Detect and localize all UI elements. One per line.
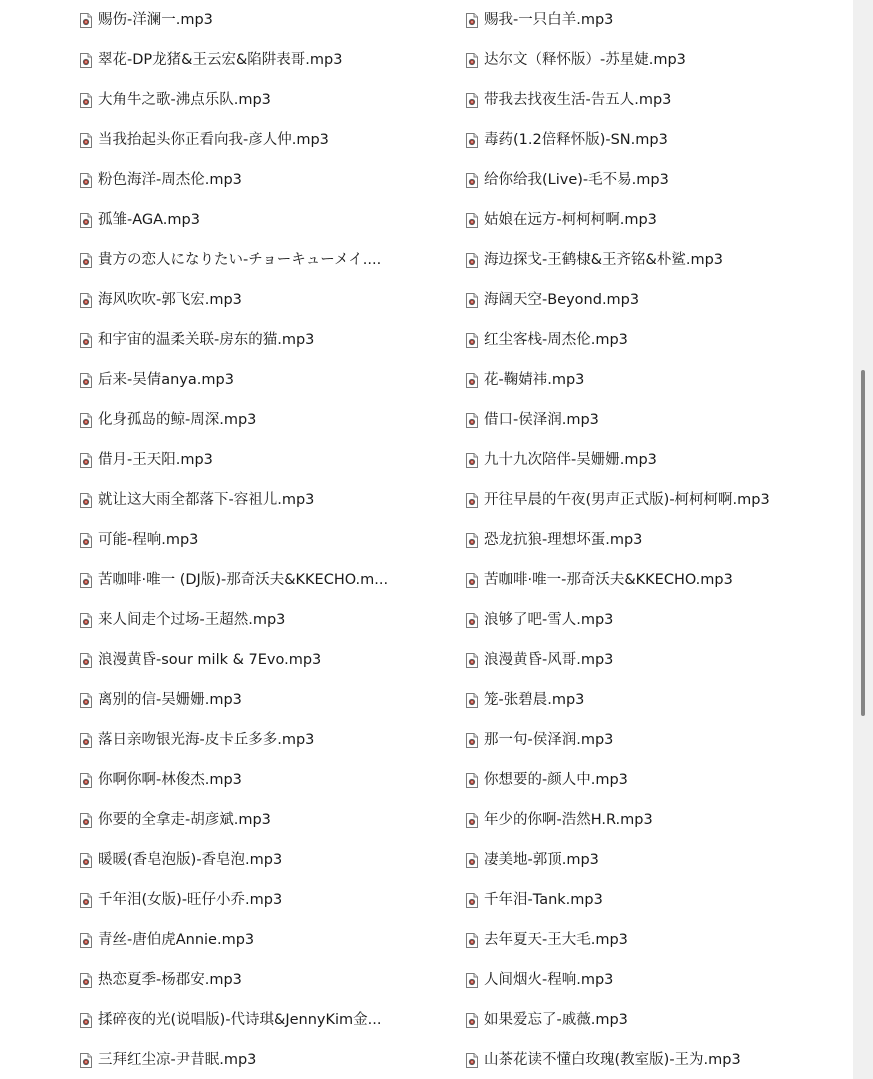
file-item[interactable]	[80, 680, 410, 720]
audio-file-icon	[466, 533, 478, 548]
file-name: 浪够了吧-雪人.mp3	[484, 612, 614, 628]
file-item[interactable]	[466, 80, 846, 120]
file-name: 千年泪(女版)-旺仔小乔.mp3	[98, 892, 283, 908]
audio-file-icon	[466, 133, 478, 148]
file-name: 人间烟火-程响.mp3	[484, 972, 614, 988]
audio-file-icon	[80, 1053, 92, 1068]
file-item[interactable]	[80, 240, 410, 280]
file-item[interactable]	[466, 720, 846, 760]
audio-file-icon	[80, 53, 92, 68]
file-name: 你要的全拿走-胡彦斌.mp3	[98, 812, 271, 828]
audio-file-icon	[466, 53, 478, 68]
file-row	[0, 840, 853, 880]
file-row	[0, 760, 853, 800]
file-name: 凄美地-郭顶.mp3	[484, 852, 599, 868]
file-name: 大角牛之歌-沸点乐队.mp3	[98, 92, 271, 108]
file-item[interactable]	[466, 560, 846, 600]
file-row	[0, 680, 853, 720]
file-item[interactable]	[466, 1000, 846, 1040]
file-item[interactable]	[466, 40, 846, 80]
file-row	[0, 720, 853, 760]
file-item[interactable]	[80, 280, 410, 320]
audio-file-icon	[80, 933, 92, 948]
file-item[interactable]	[80, 160, 410, 200]
scrollbar-thumb[interactable]	[861, 370, 865, 716]
file-item[interactable]	[466, 840, 846, 880]
file-item[interactable]	[466, 880, 846, 920]
file-name: 海风吹吹-郭飞宏.mp3	[98, 292, 242, 308]
file-name: 当我抬起头你正看向我-彦人仲.mp3	[98, 132, 329, 148]
file-name: 达尔文（释怀版）-苏星婕.mp3	[484, 52, 686, 68]
vertical-scrollbar[interactable]	[853, 0, 873, 1079]
file-row	[0, 0, 853, 40]
audio-file-icon	[80, 413, 92, 428]
audio-file-icon	[466, 733, 478, 748]
audio-file-icon	[466, 493, 478, 508]
file-name: 貴方の恋人になりたい-チョーキューメイ....	[98, 252, 382, 268]
file-item[interactable]	[466, 120, 846, 160]
file-name: 来人间走个过场-王超然.mp3	[98, 612, 286, 628]
file-item[interactable]	[466, 200, 846, 240]
file-item[interactable]	[466, 960, 846, 1000]
audio-file-icon	[466, 613, 478, 628]
file-row	[0, 240, 853, 280]
audio-file-icon	[466, 893, 478, 908]
file-name: 海边探戈-王鹤棣&王齐铭&朴鲨.mp3	[484, 252, 724, 268]
file-row	[0, 480, 853, 520]
file-row	[0, 400, 853, 440]
file-item[interactable]	[80, 80, 410, 120]
file-item[interactable]	[80, 800, 410, 840]
file-item[interactable]	[80, 960, 410, 1000]
file-row	[0, 560, 853, 600]
audio-file-icon	[80, 733, 92, 748]
file-name: 借月-王天阳.mp3	[98, 452, 213, 468]
file-name: 化身孤岛的鲸-周深.mp3	[98, 412, 257, 428]
audio-file-icon	[80, 573, 92, 588]
file-row	[0, 40, 853, 80]
file-item[interactable]	[80, 600, 410, 640]
file-item[interactable]	[80, 1000, 410, 1040]
audio-file-icon	[80, 293, 92, 308]
audio-file-icon	[466, 173, 478, 188]
file-item[interactable]	[80, 200, 410, 240]
file-row	[0, 440, 853, 480]
audio-file-icon	[466, 573, 478, 588]
file-item[interactable]	[466, 800, 846, 840]
audio-file-icon	[466, 813, 478, 828]
file-item[interactable]	[466, 320, 846, 360]
file-name: 那一句-侯泽润.mp3	[484, 732, 614, 748]
file-name: 带我去找夜生活-告五人.mp3	[484, 92, 672, 108]
file-item[interactable]	[80, 400, 410, 440]
audio-file-icon	[80, 973, 92, 988]
file-item[interactable]	[80, 520, 410, 560]
file-row	[0, 800, 853, 840]
file-name: 苦咖啡·唯一-那奇沃夫&KKECHO.mp3	[484, 572, 733, 588]
file-item[interactable]	[80, 480, 410, 520]
file-name: 给你给我(Live)-毛不易.mp3	[484, 172, 669, 188]
file-row	[0, 320, 853, 360]
file-item[interactable]	[466, 520, 846, 560]
audio-file-icon	[466, 213, 478, 228]
file-name: 浪漫黄昏-sour milk & 7Evo.mp3	[98, 652, 322, 668]
file-name: 毒药(1.2倍释怀版)-SN.mp3	[484, 132, 668, 148]
file-item[interactable]	[466, 480, 846, 520]
file-item[interactable]	[80, 920, 410, 960]
audio-file-icon	[80, 773, 92, 788]
file-row	[0, 160, 853, 200]
file-item[interactable]	[466, 400, 846, 440]
file-name: 和宇宙的温柔关联-房东的猫.mp3	[98, 332, 315, 348]
file-name: 千年泪-Tank.mp3	[484, 892, 603, 908]
file-name: 如果爱忘了-戚薇.mp3	[484, 1012, 628, 1028]
file-item[interactable]	[80, 840, 410, 880]
file-row	[0, 200, 853, 240]
file-name: 姑娘在远方-柯柯柯啊.mp3	[484, 212, 657, 228]
audio-file-icon	[80, 373, 92, 388]
file-name: 后来-吴倩anya.mp3	[98, 372, 234, 388]
audio-file-icon	[80, 533, 92, 548]
file-item[interactable]	[80, 720, 410, 760]
file-name: 苦咖啡·唯一 (DJ版)-那奇沃夫&KKECHO.m...	[98, 572, 389, 588]
audio-file-icon	[80, 813, 92, 828]
file-item[interactable]	[80, 760, 410, 800]
file-name: 恐龙抗狼-理想坏蛋.mp3	[484, 532, 643, 548]
file-row	[0, 80, 853, 120]
file-name: 离别的信-吴姗姗.mp3	[98, 692, 242, 708]
file-item[interactable]	[80, 40, 410, 80]
file-item[interactable]	[80, 440, 410, 480]
audio-file-icon	[466, 413, 478, 428]
file-row	[0, 880, 853, 920]
audio-file-icon	[466, 653, 478, 668]
file-row	[0, 280, 853, 320]
file-item[interactable]	[466, 360, 846, 400]
audio-file-icon	[80, 893, 92, 908]
file-name: 你啊你啊-林俊杰.mp3	[98, 772, 242, 788]
audio-file-icon	[466, 1013, 478, 1028]
audio-file-icon	[80, 213, 92, 228]
audio-file-icon	[466, 13, 478, 28]
file-name: 浪漫黄昏-风哥.mp3	[484, 652, 614, 668]
file-row	[0, 920, 853, 960]
file-name: 暖暖(香皂泡版)-香皂泡.mp3	[98, 852, 283, 868]
file-name: 借口-侯泽润.mp3	[484, 412, 599, 428]
file-item[interactable]	[466, 280, 846, 320]
file-item[interactable]	[80, 640, 410, 680]
audio-file-icon	[80, 1013, 92, 1028]
file-item[interactable]	[466, 440, 846, 480]
file-row	[0, 640, 853, 680]
file-item[interactable]	[80, 320, 410, 360]
file-name: 落日亲吻银光海-皮卡丘多多.mp3	[98, 732, 315, 748]
file-name: 赐我-一只白羊.mp3	[484, 12, 614, 28]
file-item[interactable]	[466, 600, 846, 640]
file-item[interactable]	[80, 560, 410, 600]
audio-file-icon	[466, 973, 478, 988]
file-name: 就让这大雨全都落下-容祖儿.mp3	[98, 492, 315, 508]
file-name: 热恋夏季-杨郡安.mp3	[98, 972, 242, 988]
audio-file-icon	[466, 333, 478, 348]
file-row	[0, 1000, 853, 1040]
file-item[interactable]	[466, 640, 846, 680]
audio-file-icon	[80, 133, 92, 148]
file-name: 开往早晨的午夜(男声正式版)-柯柯柯啊.mp3	[484, 492, 770, 508]
file-name: 年少的你啊-浩然H.R.mp3	[484, 812, 653, 828]
file-name: 山茶花读不懂白玫瑰(教室版)-王为.mp3	[484, 1052, 741, 1068]
file-name: 孤雏-AGA.mp3	[98, 212, 200, 228]
audio-file-icon	[466, 693, 478, 708]
file-name: 揉碎夜的光(说唱版)-代诗琪&JennyKim金...	[98, 1012, 382, 1028]
audio-file-icon	[80, 13, 92, 28]
audio-file-icon	[80, 173, 92, 188]
file-item[interactable]	[466, 0, 846, 40]
audio-file-icon	[80, 653, 92, 668]
file-name: 笼-张碧晨.mp3	[484, 692, 585, 708]
file-item[interactable]	[466, 760, 846, 800]
file-name: 青丝-唐伯虎Annie.mp3	[98, 932, 255, 948]
file-item[interactable]	[80, 880, 410, 920]
file-item[interactable]	[466, 920, 846, 960]
audio-file-icon	[466, 933, 478, 948]
audio-file-icon	[80, 453, 92, 468]
file-name: 翠花-DP龙猪&王云宏&陷阱表哥.mp3	[98, 52, 343, 68]
file-name: 三拜红尘凉-尹昔眠.mp3	[98, 1052, 257, 1068]
audio-file-icon	[466, 253, 478, 268]
audio-file-icon	[466, 293, 478, 308]
audio-file-icon	[466, 373, 478, 388]
audio-file-icon	[466, 853, 478, 868]
file-name: 花-鞠婧祎.mp3	[484, 372, 585, 388]
audio-file-icon	[80, 693, 92, 708]
file-name: 九十九次陪伴-吴姗姗.mp3	[484, 452, 657, 468]
audio-file-icon	[80, 853, 92, 868]
audio-file-icon	[80, 493, 92, 508]
file-item[interactable]	[80, 120, 410, 160]
file-item[interactable]	[466, 1040, 846, 1079]
file-item[interactable]	[466, 160, 846, 200]
file-item[interactable]	[466, 680, 846, 720]
audio-file-icon	[80, 93, 92, 108]
file-row	[0, 520, 853, 560]
file-name: 你想要的-颜人中.mp3	[484, 772, 628, 788]
file-name: 去年夏天-王大毛.mp3	[484, 932, 628, 948]
file-name: 海阔天空-Beyond.mp3	[484, 292, 640, 308]
file-name: 可能-程响.mp3	[98, 532, 199, 548]
file-row	[0, 360, 853, 400]
file-item[interactable]	[80, 1040, 410, 1079]
file-row	[0, 600, 853, 640]
audio-file-icon	[466, 773, 478, 788]
file-name: 赐伤-洋澜一.mp3	[98, 12, 213, 28]
file-item[interactable]	[80, 0, 410, 40]
audio-file-icon	[466, 93, 478, 108]
audio-file-icon	[466, 1053, 478, 1068]
audio-file-icon	[80, 333, 92, 348]
audio-file-icon	[80, 253, 92, 268]
file-name: 粉色海洋-周杰伦.mp3	[98, 172, 242, 188]
file-row	[0, 120, 853, 160]
file-name: 红尘客栈-周杰伦.mp3	[484, 332, 628, 348]
file-item[interactable]	[80, 360, 410, 400]
file-row	[0, 1040, 853, 1079]
file-row	[0, 960, 853, 1000]
audio-file-icon	[80, 613, 92, 628]
audio-file-icon	[466, 453, 478, 468]
file-item[interactable]	[466, 240, 846, 280]
